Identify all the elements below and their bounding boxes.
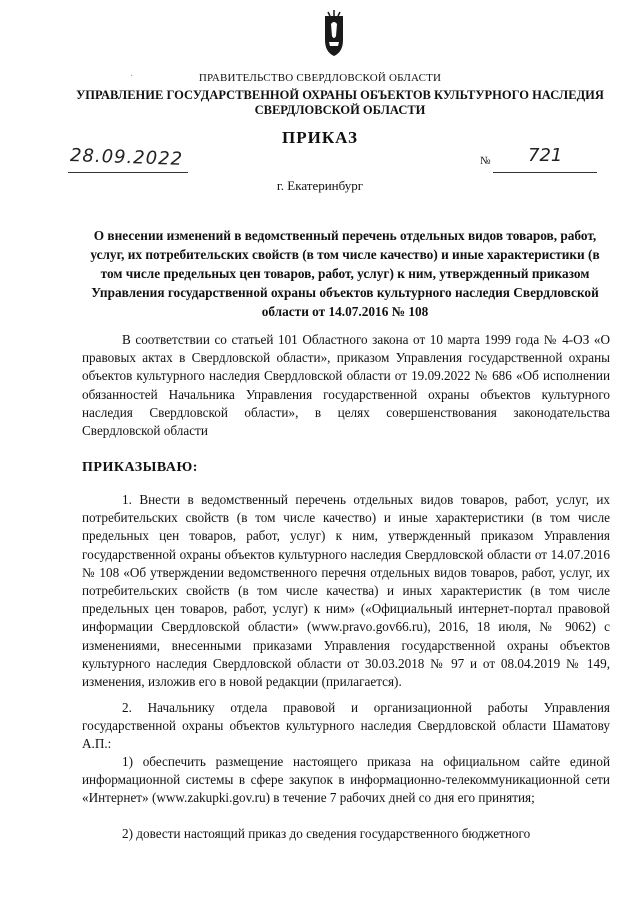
coat-of-arms-icon [322, 10, 346, 58]
handwritten-date: 28.09.2022 [69, 145, 184, 170]
city: г. Екатеринбург [276, 178, 364, 193]
document-subject: О внесении изменений в ведомственный перечень отдельных видов товаров, работ, услуг, их потребительских свойств (в том числе качество) и иные характеристики (в том числе предельных цен товаров, работ, услуг) к ним, утвержденный приказом Управления государственной охраны объектов культурного наследия Свердловской области от 14.07.2016 № 108 [90, 228, 600, 319]
scan-mark: · [130, 71, 134, 82]
department-name-line2: СВЕРДЛОВСКОЙ ОБЛАСТИ [254, 103, 426, 117]
department-name-line1: УПРАВЛЕНИЕ ГОСУДАРСТВЕННОЙ ОХРАНЫ ОБЪЕКТОВ КУЛЬТУРНОГО НАСЛЕДИЯ [76, 88, 604, 102]
number-underline [493, 172, 597, 173]
handwritten-number: 721 [528, 145, 563, 166]
date-underline [68, 172, 188, 173]
order-keyword: ПРИКАЗЫВАЮ: [82, 460, 198, 475]
department-name [60, 88, 620, 118]
number-label: № [480, 155, 491, 167]
government-name: ПРАВИТЕЛЬСТВО СВЕРДЛОВСКОЙ ОБЛАСТИ [198, 72, 442, 84]
preamble-paragraph: В соответствии со статьей 101 Областного закона от 10 марта 1999 года № 4-ОЗ «О правовых актах в Свердловской области», приказом Управления государственной охраны объектов культурного наследия Свердловской области от 19.09.2022 № 686 «Об исполнении обязанностей Начальника Управления государственной охраны объектов культурного наследия Свердловской области», в целях совершенствования законодательства Свердловской области [82, 332, 610, 439]
subparagraph-1: 1) обеспечить размещение настоящего приказа на официальном сайте единой информационной системы в сфере закупок в информационно-телекоммуникационной сети «Интернет» (www.zakupki.gov.ru) в течение 7 рабочих дней со дня его принятия; [82, 754, 610, 806]
subparagraph-2: 2) довести настоящий приказ до сведения государственного бюджетного [122, 826, 531, 841]
paragraph-2: 2. Начальнику отдела правовой и организационной работы Управления государственной охраны объектов культурного наследия Свердловской области Шаматову А.П.: [82, 700, 610, 752]
document-type: ПРИКАЗ [282, 128, 358, 147]
paragraph-1: 1. Внести в ведомственный перечень отдельных видов товаров, работ, услуг, их потребительских свойств (в том числе качество) и иные характеристики (в том числе предельных цен товаров, работ, услуг) к ним, утвержденный приказом Управления государственной охраны объектов культурного наследия Свердловской области от 14.07.2016 № 108 «Об утверждении ведомственного перечня отдельных видов товаров, работ, услуг, их потребительских свойств (в том числе качества) и иных характеристик (в том числе предельных цен товаров, работ, услуг) к ним» («Официальный интернет-портал правовой информации Свердловской области» (www.pravo.gov66.ru), 2016, 18 июля, № 9062) с изменениями, внесенными приказами Управления государственной охраны объектов культурного наследия Свердловской области от 30.03.2018 № 97 и от 08.04.2019 № 149, изменения, изложив его в новой редакции (прилагается). [82, 492, 610, 690]
